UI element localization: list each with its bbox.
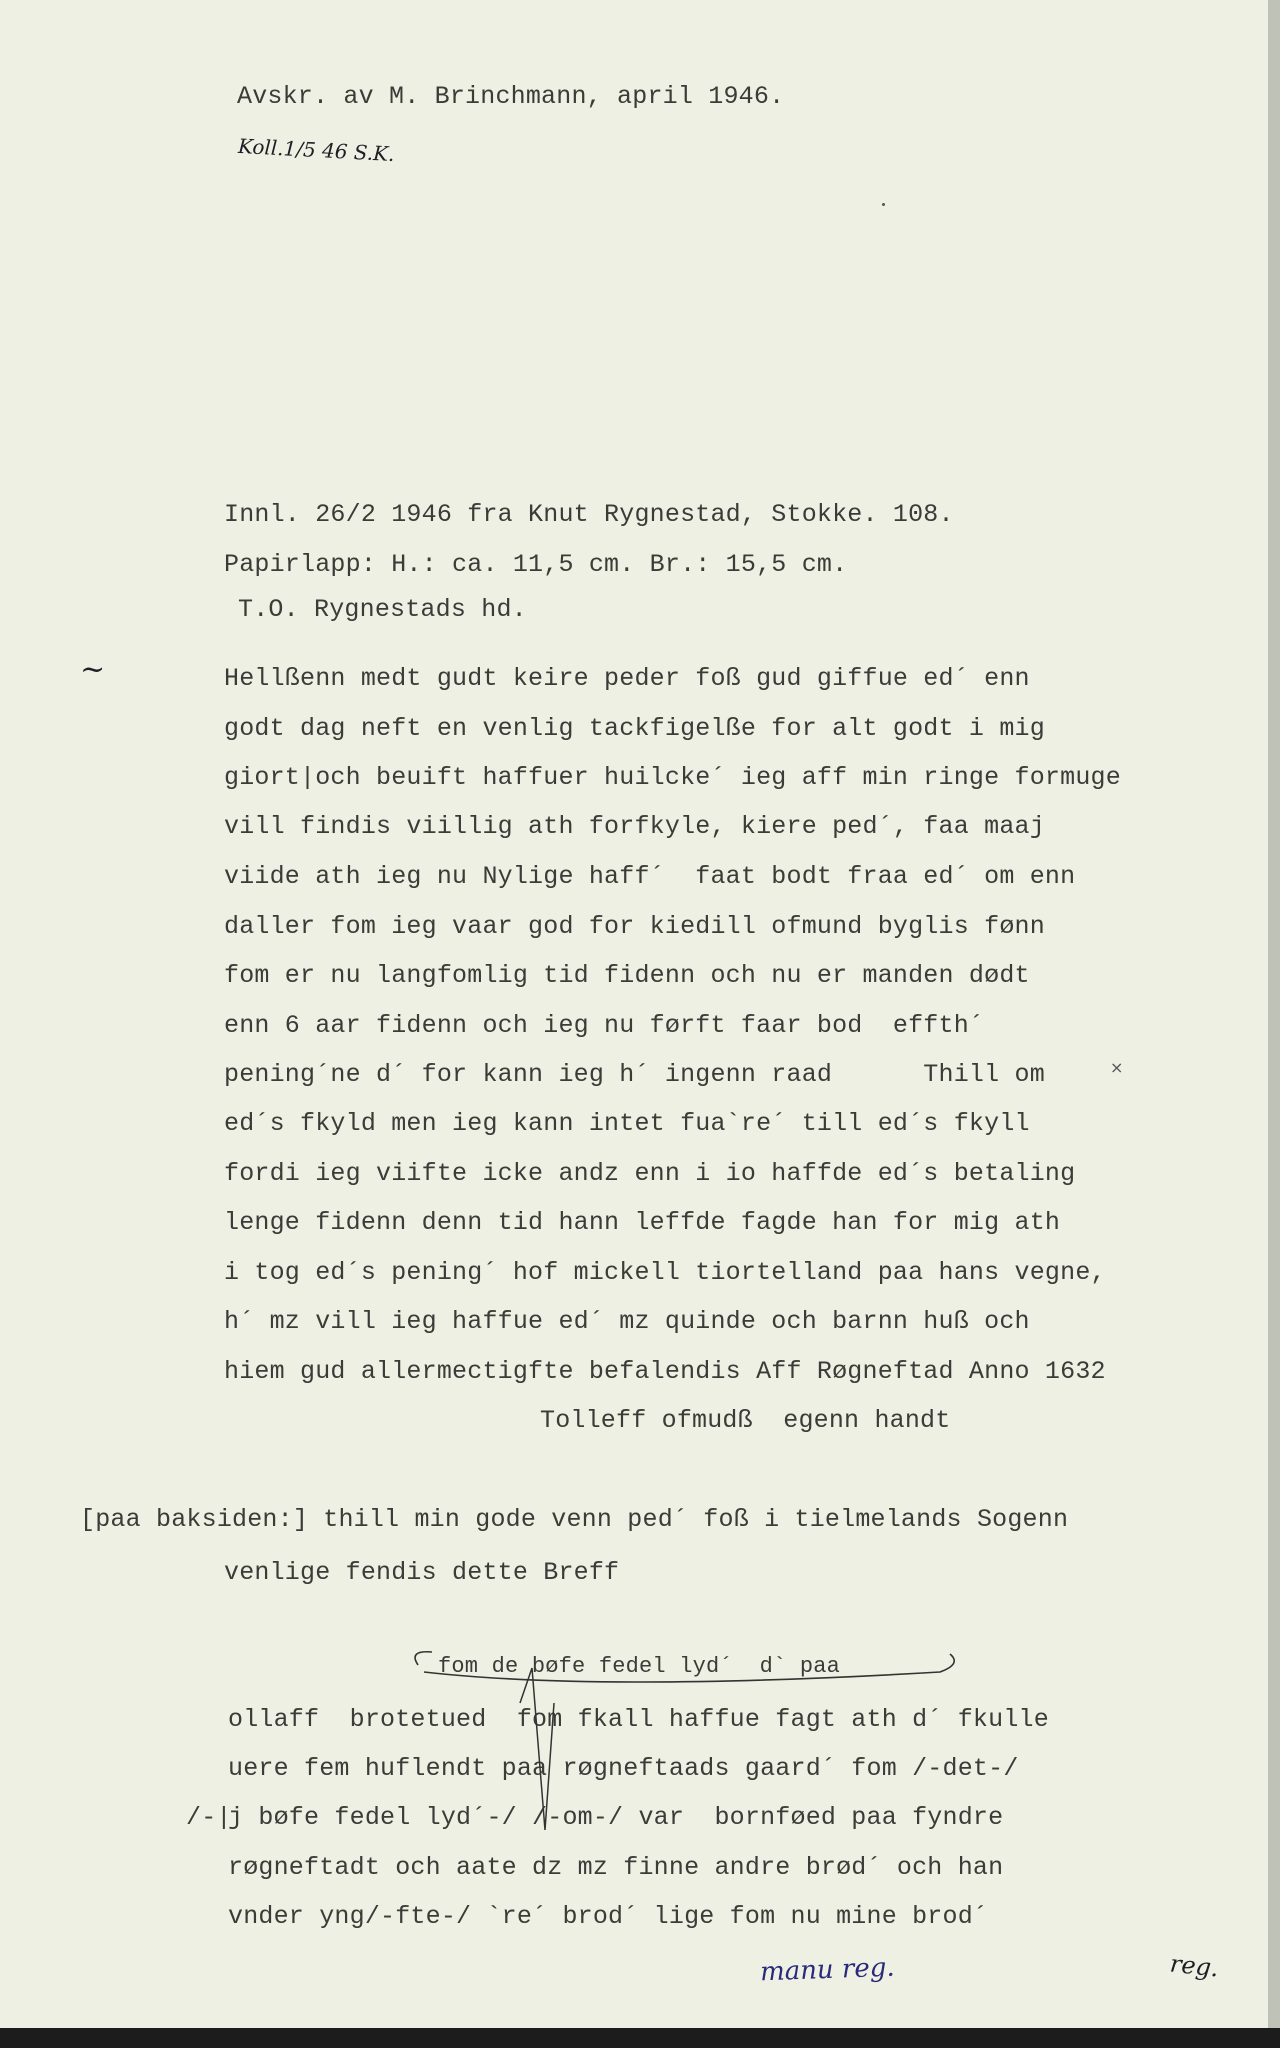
fragment-line: j bøfe fedel lyd´-/ /-om-/ var bornføed paa fyndre — [228, 1803, 1004, 1832]
scan-bottom-edge — [0, 2028, 1280, 2048]
letter-line: lenge fidenn denn tid hann leffde fagde han for mig ath — [224, 1208, 1061, 1237]
fragment-insertion: fom de bøfe fedel lyd´ d` paa — [438, 1654, 841, 1679]
letter-signature: Tolleff ofmudß egenn handt — [540, 1406, 951, 1435]
fragment-line: uere fem huflendt paa røgneftaads gaard´ fom /-det-/ — [228, 1754, 1019, 1783]
fragment-line: vnder yng/-fte-/ `re´ brod´ lige fom nu mine brod´ — [228, 1902, 989, 1931]
margin-cross: × — [1110, 1058, 1124, 1077]
ink-dot — [882, 203, 885, 206]
letter-line: vill findis viillig ath forfkyle, kiere ped´, faa maaj — [224, 812, 1045, 841]
scan-edge — [1268, 0, 1280, 2048]
handwritten-reference: Koll.1/5 46 S.K. — [237, 133, 396, 167]
letter-line: h´ mz vill ieg haffue ed´ mz quinde och barnn huß och — [224, 1307, 1030, 1336]
margin-squiggle: ~ — [80, 652, 106, 687]
reverse-line-2: venlige fendis dette Breff — [224, 1558, 620, 1587]
letter-line: viide ath ieg nu Nylige haff´ faat bodt fraa ed´ om enn — [224, 862, 1076, 891]
reverse-line-1: [paa baksiden:] thill min gode venn ped´ foß i tielmelands Sogenn — [80, 1505, 1069, 1534]
intake-line-3: T.O. Rygnestads hd. — [238, 595, 527, 624]
letter-line: Hellßenn medt gudt keire peder foß gud giffue ed´ enn — [224, 664, 1030, 693]
letter-line: daller fom ieg vaar god for kiedill ofmund byglis fønn — [224, 912, 1045, 941]
letter-line: i tog ed´s pening´ hof mickell tiortelland paa hans vegne, — [224, 1258, 1106, 1287]
letter-line: fordi ieg viifte icke andz enn i io haffde ed´s betaling — [224, 1159, 1076, 1188]
fragment-line: ollaff brotetued fom fkall haffue fagt ath d´ fkulle — [228, 1705, 1049, 1734]
fragment-line: røgneftadt och aate dz mz finne andre brød´ och han — [228, 1853, 1004, 1882]
transcription-note: Avskr. av M. Brinchmann, april 1946. — [237, 82, 785, 111]
letter-line: fom er nu langfomlig tid fidenn och nu er manden dødt — [224, 961, 1030, 990]
black-annotation: reg. — [1168, 1949, 1221, 1983]
letter-line: godt dag neft en venlig tackfigelße for alt godt i mig — [224, 714, 1045, 743]
letter-line: hiem gud allermectigfte befalendis Aff Røgneftad Anno 1632 — [224, 1357, 1106, 1386]
blue-annotation: manu reg. — [759, 1952, 896, 1988]
intake-line-1: Innl. 26/2 1946 fra Knut Rygnestad, Stokke. 108. — [224, 500, 954, 529]
letter-line: enn 6 aar fidenn och ieg nu førft faar bod effth´ — [224, 1011, 985, 1040]
letter-line: giort|och beuift haffuer huilcke´ ieg aff min ringe formuge — [224, 763, 1121, 792]
letter-line: ed´s fkyld men ieg kann intet fua`re´ till ed´s fkyll — [224, 1109, 1030, 1138]
letter-line: pening´ne d´ for kann ieg h´ ingenn raad Thill om — [224, 1060, 1045, 1089]
intake-line-2: Papirlapp: H.: ca. 11,5 cm. Br.: 15,5 cm. — [224, 550, 848, 579]
fragment-margin-slash: /-| — [186, 1803, 232, 1832]
